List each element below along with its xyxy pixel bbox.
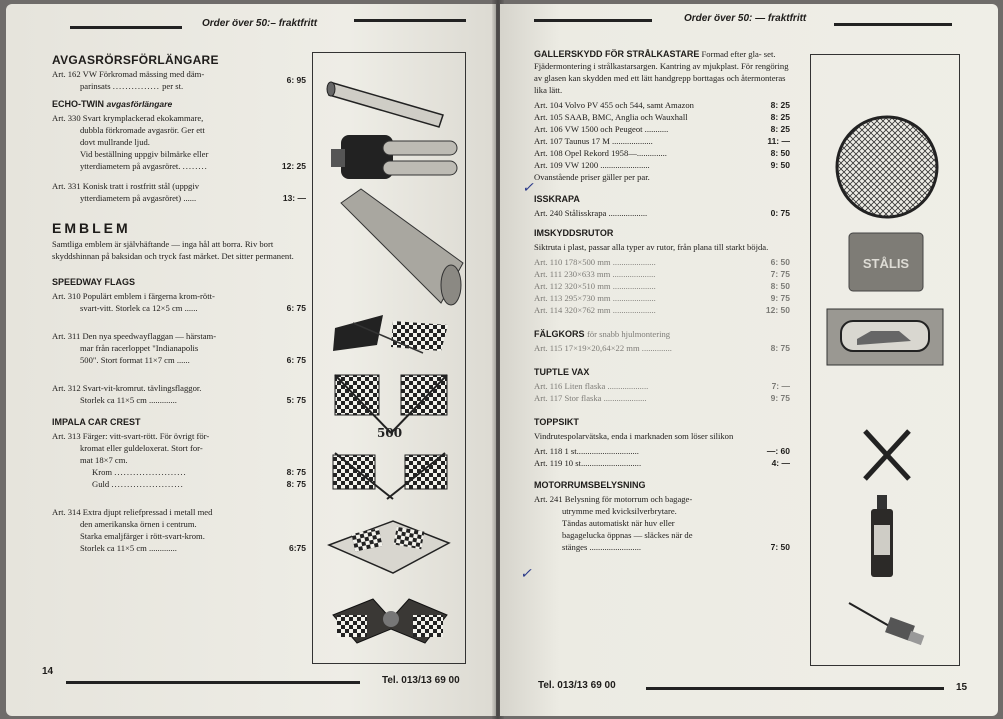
item-text: ytterdiametern på avgasröret. xyxy=(80,161,181,171)
variant-label: Krom xyxy=(92,467,113,477)
item-text: Art. 112 320×510 mm .................... xyxy=(534,281,656,291)
item-text: 500". Stort format 11×7 cm ...... xyxy=(80,355,190,365)
variant-label: Guld xyxy=(92,479,110,489)
galler-intro xyxy=(534,48,790,96)
price: 5: 75 xyxy=(286,395,306,405)
item-text: Art. 331 Konisk tratt i rostfritt stål (uppgiv xyxy=(52,181,200,191)
list-item xyxy=(534,445,790,457)
page-number: 14 xyxy=(42,666,54,677)
impala-crest-emblem xyxy=(329,521,449,573)
item-162: Art. 162 VW Förkromad mässing med däm- parinsats ............... per st. 6: 95 xyxy=(52,69,306,91)
price: 12: 50 xyxy=(765,305,790,315)
left-page xyxy=(6,4,496,716)
lug-wrench-image xyxy=(865,431,909,479)
price: 8: 25 xyxy=(770,112,790,122)
imskydd-item-list xyxy=(534,256,790,316)
footer-phone: Tel. 013/13 69 00 xyxy=(382,675,460,686)
section-title: IMSKYDDSRUTOR xyxy=(534,228,614,238)
item-text: Art. 110 178×500 mm .................... xyxy=(534,257,656,267)
item-314 xyxy=(52,506,306,554)
item-text: utrymme med kvicksilverbrytare. xyxy=(562,506,677,516)
price: 6: 95 xyxy=(286,75,306,85)
price: 11: — xyxy=(767,136,790,146)
price: 9: 50 xyxy=(770,160,790,170)
item-312 xyxy=(52,382,306,406)
item-text: Art. 241 Belysning för motorrum och bagage- xyxy=(534,494,693,504)
item-text: Art. 105 SAAB, BMC, Anglia och Wauxhall xyxy=(534,112,688,122)
running-header: Order över 50: — fraktfritt xyxy=(684,13,807,24)
section-title xyxy=(52,98,306,110)
item-241 xyxy=(534,493,790,553)
section-title: TUPTLE VAX xyxy=(534,367,590,377)
checkered-flags-emblem xyxy=(333,453,447,499)
headlight-grille-image xyxy=(837,117,937,217)
header-rule-right xyxy=(354,19,466,22)
price: 7: 75 xyxy=(770,269,790,279)
item-text: Vid beställning uppgiv bilmärke eller xyxy=(80,149,209,159)
item-text: den amerikanska örnen i centrum. xyxy=(80,519,197,529)
price: 12: 25 xyxy=(281,161,306,171)
handwritten-check-mark: ✓ xyxy=(522,180,534,196)
item-text: Art. 118 1 st............................. xyxy=(534,446,639,456)
section-subtitle: för snabb hjulmontering xyxy=(587,329,671,339)
item-text: Art. 162 VW Förkromad mässing med däm- xyxy=(52,69,205,79)
list-item xyxy=(534,135,790,147)
item-text: Art. 114 320×762 mm .................... xyxy=(534,305,656,315)
section-title: SPEEDWAY FLAGS xyxy=(52,277,136,287)
indianapolis-500-emblem xyxy=(335,375,447,440)
list-item xyxy=(534,304,790,316)
item-311 xyxy=(52,330,306,366)
toppsikt-item-list xyxy=(534,445,790,469)
item-text: Art. 108 Opel Rekord 1958—.............. xyxy=(534,148,667,158)
item-text: Art. 313 Färger: vitt-svart-rött. För övrigt för- xyxy=(52,431,210,441)
item-text: ytterdiametern på avgasröret) ...... xyxy=(80,193,197,203)
list-item xyxy=(534,123,790,135)
item-text: Art. 107 Taunus 17 M ................... xyxy=(534,136,653,146)
price-note: Ovanstående priser gäller per par. xyxy=(534,172,650,182)
item-240 xyxy=(534,207,790,219)
item-313 xyxy=(52,430,306,466)
page-number: 15 xyxy=(956,682,968,693)
speedway-flags-emblem xyxy=(333,315,448,353)
section-text: Siktruta i plast, passar alla typer av rutor, från plana till starkt böjda. xyxy=(534,242,769,252)
eagle-emblem xyxy=(333,599,447,643)
item-text: Storlek ca 11×5 cm ............. xyxy=(80,543,177,553)
price: 8: 50 xyxy=(770,148,790,158)
list-item xyxy=(534,99,790,111)
header-rule-left xyxy=(70,26,182,29)
item-text: Art. 119 10 st............................ xyxy=(534,458,642,468)
item-text: stänges ........................ xyxy=(562,542,642,552)
price: 8: 75 xyxy=(286,467,306,477)
price: 9: 75 xyxy=(770,293,790,303)
price: 7: 50 xyxy=(770,542,790,552)
section-title: GALLERSKYDD FÖR STRÅLKASTARE xyxy=(534,49,700,59)
item-330: Art. 330 Svart krymplackerad ekokammare, dubbla förkromade avgasrör. Ger ett dovt mullrande ljud. Vid beställning uppgiv bilmärke eller ytterdiametern på avgasröret. ........ 12: 25 xyxy=(52,113,306,171)
price: 13: — xyxy=(282,193,306,203)
header-rule-left xyxy=(534,19,652,22)
product-illustrations xyxy=(313,53,465,663)
item-text: mat 18×7 cm. xyxy=(80,455,128,465)
price: 9: 75 xyxy=(770,393,790,403)
section-title-text: ECHO-TWIN xyxy=(52,99,104,109)
item-text: Tändas automatiskt när huv eller xyxy=(562,518,675,528)
section-title-text: FÄLGKORS xyxy=(534,329,585,339)
section-text: Vindrutespolarvätska, enda i marknaden som löser silikon xyxy=(534,431,734,441)
handwritten-check-mark: ✓ xyxy=(520,566,532,582)
left-image-panel xyxy=(312,52,466,664)
item-313-krom: Krom ....................... 8: 75 xyxy=(92,467,306,477)
list-item xyxy=(534,292,790,304)
item-text: svart-vitt. Storlek ca 12×5 cm ...... xyxy=(80,303,198,313)
section-title: EMBLEM xyxy=(52,220,131,236)
section-title xyxy=(534,328,790,340)
list-item xyxy=(534,392,790,404)
item-text: Art. 116 Liten flaska ................... xyxy=(534,381,649,391)
item-text: Art. 104 Volvo PV 455 och 544, samt Amazon xyxy=(534,100,694,110)
item-text: Art. 310 Populärt emblem i färgerna krom-rött- xyxy=(52,291,215,301)
tuptle-item-list xyxy=(534,380,790,404)
price: —: 60 xyxy=(766,446,790,456)
item-text: Art. 111 230×633 mm .................... xyxy=(534,269,656,279)
item-text: Art. 117 Stor flaska .................... xyxy=(534,393,647,403)
item-text: Art. 115 17×19×20,64×22 mm .............. xyxy=(534,343,672,353)
item-text: mar från racerloppet "Indianapolis xyxy=(80,343,199,353)
section-title: MOTORRUMSBELYSNING xyxy=(534,480,646,490)
list-item xyxy=(534,159,790,171)
emblem-500-label: 500 xyxy=(377,426,403,440)
engine-light-image xyxy=(849,603,924,645)
exhaust-pipe-image xyxy=(327,82,443,127)
list-item xyxy=(534,147,790,159)
wax-bottle-image xyxy=(871,495,893,577)
item-331 xyxy=(52,180,306,204)
item-313-guld: Guld ....................... 8: 75 xyxy=(92,479,306,489)
section-text: Formad efter gla- set. Fjädermontering i strålkastarsargen. Kantring av mjukplast. För rengöring av glasen kan skydden med ett lätt handgrepp borttagas och återmonteras lika lätt. xyxy=(534,49,789,95)
right-text-column xyxy=(534,48,790,553)
price: 7: — xyxy=(771,381,790,391)
price: 4: — xyxy=(771,458,790,468)
item-text: kromat eller guldeloxerat. Stort for- xyxy=(80,443,203,453)
item-text: Art. 312 Svart-vit-kromrut. tävlingsflaggor. xyxy=(52,383,202,393)
running-header: Order över 50:– fraktfritt xyxy=(202,18,318,29)
price: 8: 25 xyxy=(770,124,790,134)
item-310 xyxy=(52,290,306,314)
item-text: Storlek ca 11×5 cm ............. xyxy=(80,395,177,405)
item-text: bagagelucka öppnas — släckes när de xyxy=(562,530,693,540)
list-item xyxy=(534,280,790,292)
item-text: dovt mullrande ljud. xyxy=(80,137,150,147)
windshield-insert-image xyxy=(827,309,943,365)
price: 6: 75 xyxy=(286,303,306,313)
galler-item-list xyxy=(534,99,790,171)
footer-phone: Tel. 013/13 69 00 xyxy=(538,680,616,691)
section-title: AVGASRÖRSFÖRLÄNGARE xyxy=(52,53,219,67)
ice-scraper-image xyxy=(849,233,923,291)
list-item xyxy=(534,268,790,280)
section-title: TOPPSIKT xyxy=(534,417,579,427)
list-item xyxy=(534,256,790,268)
item-text: Art. 311 Den nya speedwayflaggan — härstam- xyxy=(52,331,217,341)
section-text: Samtliga emblem är självhäftande — inga hål att borra. Riv bort skyddshinnan på baksidan och tryck fast märket. Det sitter permanent. xyxy=(52,239,294,261)
item-text: Starka emaljfärger i rött-svart-krom. xyxy=(80,531,205,541)
item-text: Art. 113 295×730 mm .................... xyxy=(534,293,656,303)
price: 8: 75 xyxy=(770,343,790,353)
footer-rule xyxy=(646,687,944,690)
list-item xyxy=(534,457,790,469)
section-subtitle: avgasförlängare xyxy=(106,99,173,109)
price: 0: 75 xyxy=(770,208,790,218)
list-item xyxy=(534,380,790,392)
header-rule-right xyxy=(834,23,952,26)
left-text-column xyxy=(52,54,306,554)
stalis-label: STÅLIS xyxy=(862,256,910,271)
price: 8: 50 xyxy=(770,281,790,291)
item-text: dubbla förkromade avgasrör. Ger ett xyxy=(80,125,205,135)
price: 6: 75 xyxy=(286,355,306,365)
item-text: Art. 106 VW 1500 och Peugeot ........... xyxy=(534,124,669,134)
section-title: IMPALA CAR CREST xyxy=(52,417,141,427)
item-text: Art. 314 Extra djupt reliefpressad i metall med xyxy=(52,507,213,517)
echo-twin-image xyxy=(331,135,457,179)
footer-rule xyxy=(66,681,360,684)
right-image-panel xyxy=(810,54,960,666)
item-text: Art. 240 Stålisskrapa .................. xyxy=(534,208,648,218)
item-text: Art. 109 VW 1200 ....................... xyxy=(534,160,650,170)
price: 6:75 xyxy=(288,543,306,553)
item-115 xyxy=(534,342,790,354)
price: 8: 75 xyxy=(286,479,306,489)
item-text: parinsats xyxy=(80,81,111,91)
section-title: ISSKRAPA xyxy=(534,194,580,204)
item-text: Art. 330 Svart krymplackerad ekokammare, xyxy=(52,113,204,123)
price: 8: 25 xyxy=(770,100,790,110)
list-item xyxy=(534,111,790,123)
product-illustrations xyxy=(811,55,959,665)
cone-tailpipe-image xyxy=(341,189,463,305)
price: 6: 50 xyxy=(770,257,790,267)
right-page xyxy=(500,4,998,716)
item-unit: per st. xyxy=(162,81,184,91)
